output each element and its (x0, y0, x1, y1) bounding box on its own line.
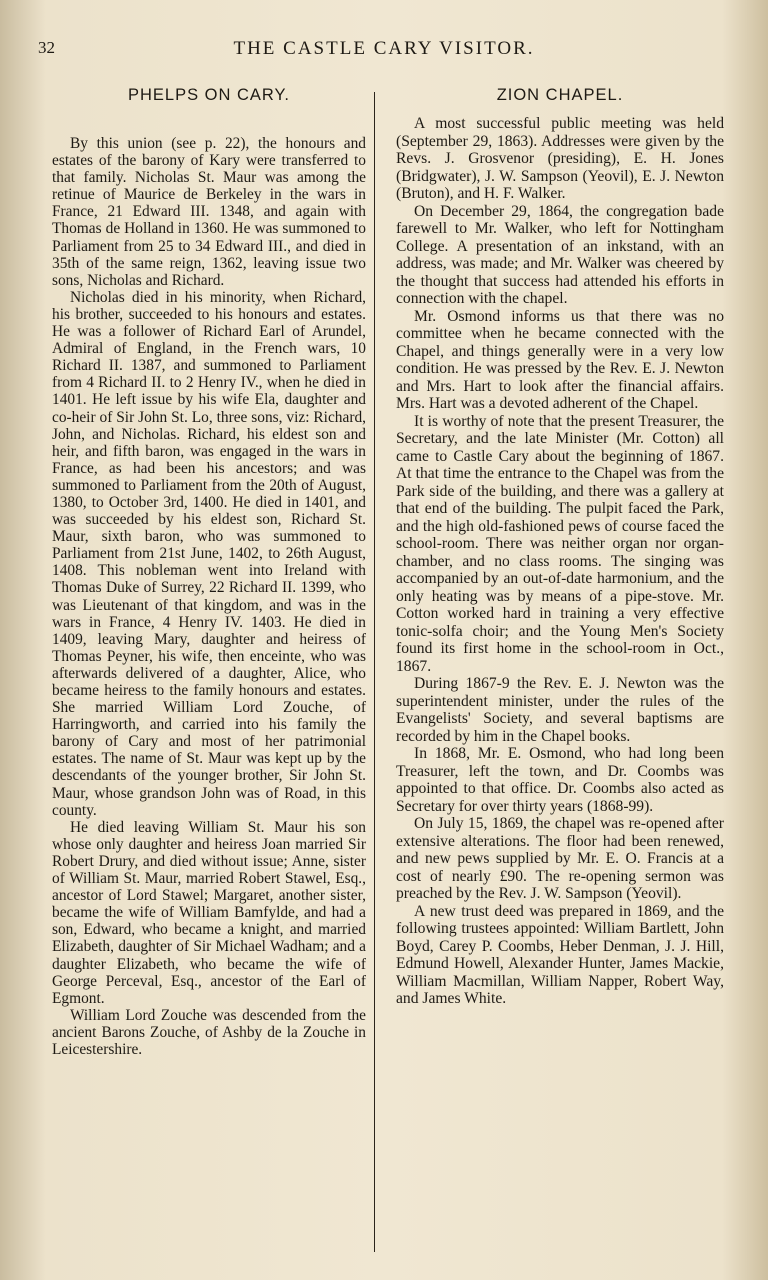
paragraph: It is worthy of note that the present Treasurer, the Secretary, and the late Minister (Mr. Cotton) all came to Castle Cary about the beginning of 1867. At that time the entrance to the Chapel was from the Park side of the building, and there was a gallery at that end of the building. The pulpit faced the Park, and the high old-fashioned pews of course faced the school-room. There was neither organ nor organ-chamber, and no class rooms. The singing was accompanied by an out-of-date harmonium, and the only heating was by means of a pipe-stove. Mr. Cotton worked hard in training a very effective tonic-solfa choir; and the Young Men's Society found its first home in the school-room in Oct., 1867. (396, 412, 724, 675)
running-title: THE CASTLE CARY VISITOR. (233, 38, 535, 59)
left-column (52, 86, 366, 1058)
paragraph: William Lord Zouche was descended from the ancient Barons Zouche, of Ashby de la Zouche in Leicestershire. (52, 1006, 366, 1058)
paragraph: In 1868, Mr. E. Osmond, who had long been Treasurer, left the town, and Dr. Coombs was appointed to that office. Dr. Coombs also acted as Secretary for over thirty years (1868-99). (396, 745, 724, 815)
paragraph: On December 29, 1864, the congregation bade farewell to Mr. Walker, who left for Nottingham College. A presentation of an inkstand, with an address, was made; and Mr. Walker was cheered by the thought that success had attended his efforts in connection with the chapel. (396, 202, 724, 307)
paragraph: On July 15, 1869, the chapel was re-opened after extensive alterations. The floor had been renewed, and new pews supplied by Mr. E. O. Francis at a cost of nearly £90. The re-opening sermon was preached by the Rev. J. W. Sampson (Yeovil). (396, 815, 724, 902)
paragraph: Nicholas died in his minority, when Richard, his brother, succeeded to his honours and estates. He was a follower of Richard Earl of Arundel, Admiral of England, in the French wars, 10 Richard II. 1387, and summoned to Parliament from 4 Richard II. to 2 Henry IV., when he died in 1401. He left issue by his wife Ela, daughter and co-heir of Sir John St. Lo, three sons, viz: Richard, John, and Nicholas. Richard, his eldest son and heir, and fifth baron, was engaged in the wars in France, as had been his ancestors; and was summoned to Parliament from the 20th of August, 1380, to October 3rd, 1400. He died in 1401, and was succeeded by his eldest son, Richard St. Maur, sixth baron, who was summoned to Parliament from 21st June, 1402, to 26th August, 1408. This nobleman went into Ireland with Thomas Duke of Surrey, 22 Richard II. 1399, who was Lieutenant of that kingdom, and was in the wars in France, 4 Henry IV. 1403. He died in 1409, leaving Mary, daughter and heiress of Thomas Peyner, his wife, then enceinte, who was afterwards delivered of a daughter, Alice, who became heiress to the family honours and estates. She married William Lord Zouche, of Harringworth, and carried into his family the barony of Cary and most of her patrimonial estates. The name of St. Maur was kept up by the descendants of the younger brother, Sir John St. Maur, whose grandson John was of Road, in this county. (52, 288, 366, 819)
paragraph: During 1867-9 the Rev. E. J. Newton was the superintendent minister, under the rules of the Evangelists' Society, and several baptisms are recorded by him in the Chapel books. (396, 675, 724, 745)
column-divider (374, 92, 375, 1252)
page-number: 32 (38, 38, 55, 57)
paragraph: By this union (see p. 22), the honours and estates of the barony of Kary were transferred to that family. Nicholas St. Maur was among the retinue of Maurice de Berkeley in the wars in France, 21 Edward III. 1348, and again with Thomas de Holland in 1360. He was summoned to Parliament from 25 to 34 Edward III., and died in 35th of the same reign, 1362, leaving issue two sons, Nicholas and Richard. (52, 135, 366, 289)
paragraph: Mr. Osmond informs us that there was no committee when he became connected with the Chapel, and things generally were in a very low condition. He was pressed by the Rev. E. J. Newton and Mrs. Hart to look after the financial affairs. Mrs. Hart was a devoted adherent of the Chapel. (396, 307, 724, 412)
paragraph: He died leaving William St. Maur his son whose only daughter and heiress Joan married Sir Robert Drury, and died without issue; Anne, sister of William St. Maur, married Robert Stawel, Esq., ancestor of Lord Stawel; Margaret, another sister, became the wife of William Bamfylde, and had a son, Edward, who became a knight, and married Elizabeth, daughter of Sir Michael Wadham; and a daughter Elizabeth, who became the wife of George Perceval, Esq., ancestor of the Earl of Egmont. (52, 818, 366, 1007)
article-title-phelps: PHELPS ON CARY. (127, 86, 291, 104)
paragraph: A most successful public meeting was held (September 29, 1863). Addresses were given by the Revs. J. Grosvenor (presiding), E. H. Jones (Bridgwater), J. W. Sampson (Yeovil), E. J. Newton (Bruton), and H. F. Walker. (396, 115, 724, 202)
right-column (396, 86, 724, 1008)
article-title-zion: ZION CHAPEL. (496, 86, 624, 104)
paragraph: A new trust deed was prepared in 1869, and the following trustees appointed: William Bartlett, John Boyd, Carey P. Coombs, Heber Denman, J. J. Hill, Edmund Howell, Alexander Hunter, James Mackie, William Macmillan, William Napper, Robert Way, and James White. (396, 902, 724, 1007)
